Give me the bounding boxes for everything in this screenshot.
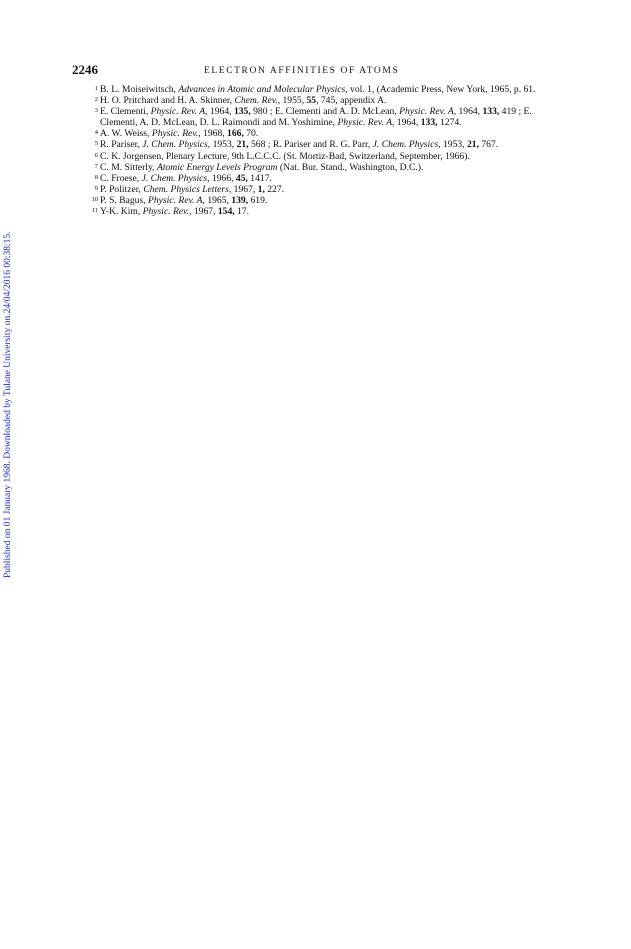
reference-journal: Physic. Rev. A [150,106,206,118]
reference-item [86,95,556,106]
reference-text: , 1953, [207,139,237,151]
reference-item [86,84,556,95]
reference-item [86,162,556,173]
reference-journal: Chem. Physics Letters [143,183,229,195]
reference-text: 1274. [437,117,462,129]
reference-number: 3 [94,107,98,115]
reference-volume: 21, [466,139,479,151]
reference-text: , 1964, [205,106,234,118]
reference-list [86,84,556,217]
reference-text: , 1964, [453,106,483,118]
reference-journal: Physic. Rev. A [399,106,454,118]
page-number: 2246 [72,62,98,77]
reference-number: 9 [94,184,98,192]
reference-text: , 1967, [189,206,218,218]
reference-number: 2 [94,96,98,104]
reference-text: 1417. [247,172,272,184]
reference-text: 767. [478,139,499,151]
reference-text: (Nat. Bur. Stand., Washington, D.C.). [277,161,424,173]
reference-text: E. Clementi, [100,106,151,118]
reference-item [86,195,556,206]
reference-item [86,139,556,150]
reference-volume: 1, [257,183,265,195]
reference-item [86,106,556,128]
reference-text: 980 ; E. Clementi and A. D. McLean, [250,106,400,118]
reference-item [86,151,556,162]
reference-text: P. Politzer, [100,183,144,195]
reference-text: 227. [264,183,285,195]
reference-journal: Physic. Rev. [142,206,190,218]
reference-text: 568 ; R. Pariser and R. G. Parr, [248,139,373,151]
reference-text: 619. [248,194,268,206]
reference-volume: 166, [227,128,244,140]
reference-number: 5 [94,140,98,148]
reference-text: C. Froese, [100,172,142,184]
reference-text: 17. [234,206,250,218]
reference-text: C. M. Sitterly, [100,161,157,173]
reference-text: , 745, appendix A. [316,95,387,107]
reference-text: A. W. Weiss, [100,128,152,140]
reference-text: Y-K. Kim, [100,206,143,218]
reference-item [86,184,556,195]
reference-volume: 133, [420,117,438,129]
running-head: ELECTRON AFFINITIES OF ATOMS [204,66,400,76]
reference-journal: Physic. Rev. A [147,194,203,206]
reference-number: 1 [94,85,98,92]
reference-journal: Atomic Energy Levels Program [156,161,278,173]
reference-volume: 139, [231,194,249,206]
reference-text: , 1955, [277,95,307,107]
reference-volume: 45, [235,172,248,184]
reference-text: , 1964, [391,117,421,129]
reference-text: , 1967, [228,183,258,195]
reference-number: 4 [94,129,98,137]
reference-volume: 55 [306,95,317,107]
reference-number: 8 [94,173,98,181]
reference-journal: J. Chem. Physics [372,139,439,151]
reference-text: 70. [243,128,259,140]
reference-text: P. S. Bagus, [100,194,148,206]
reference-volume: 133, [482,106,500,118]
reference-number: 11 [91,207,98,215]
reference-item [86,206,556,217]
reference-journal: Physic. Rev. [151,128,199,140]
reference-text: , 1953, [438,139,467,151]
reference-journal: Advances in Atomic and Molecular Physics [178,84,346,95]
download-watermark: Published on 01 January 1968. Downloaded by Tulane University on 24/04/2016 00:38:15. [3,231,13,578]
reference-text: 419 ; E. Clementi, A. D. McLean, D. L. Raimondi and M. Yoshimine, [100,106,532,129]
reference-text: B. L. Moiseiwitsch, [100,84,179,95]
reference-journal: Physic. Rev. A [337,117,392,129]
reference-item [86,128,556,139]
reference-volume: 21, [236,139,249,151]
reference-text: C. K. Jorgensen, Plenary Lecture, 9th L.C.C.C. (St. Mortiz-Bad, Switzerland, September, 1966). [100,150,470,162]
reference-volume: 135, [233,106,251,118]
reference-number: 10 [91,195,98,203]
reference-text: , 1968, [198,128,228,140]
reference-text: H. O. Pritchard and H. A. Skinner, [100,95,235,107]
reference-number: 7 [94,162,98,170]
reference-journal: J. Chem. Physics [141,172,208,184]
reference-journal: Chem. Rev. [234,95,278,107]
reference-number: 6 [94,151,98,159]
reference-text: , vol. 1, (Academic Press, New York, 1965, p. 61. [345,84,536,95]
reference-text: , 1965, [202,194,232,206]
reference-item [86,173,556,184]
reference-journal: J. Chem. Physics [142,139,208,151]
reference-text: , 1966, [207,172,236,184]
reference-volume: 154, [217,206,235,218]
reference-text: R. Pariser, [100,139,143,151]
